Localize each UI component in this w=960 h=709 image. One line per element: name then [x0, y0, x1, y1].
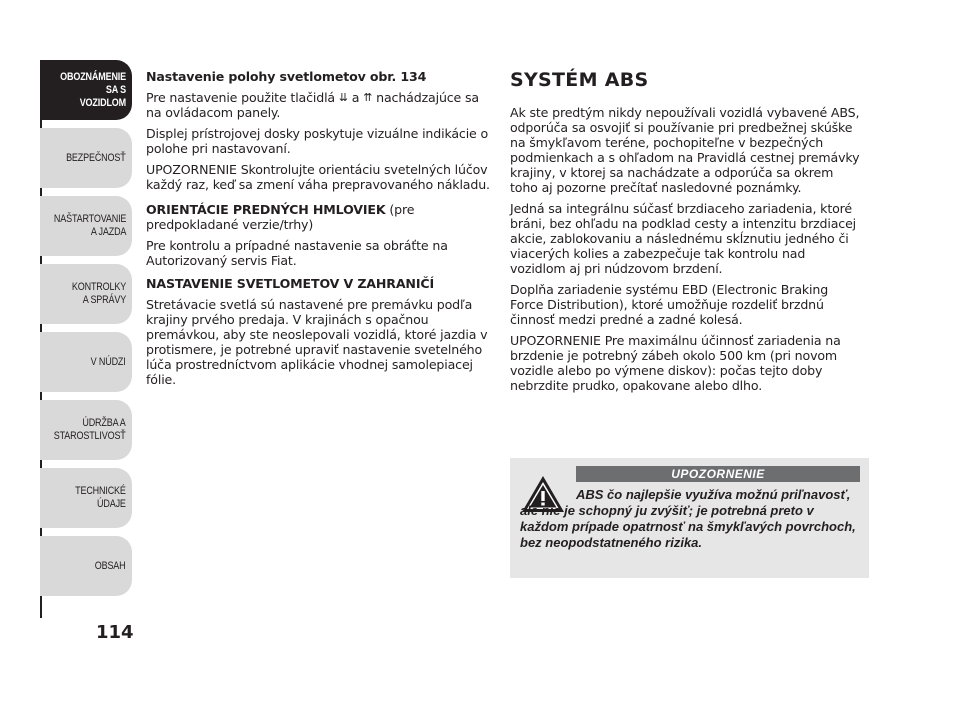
paragraph: Displej prístrojovej dosky poskytuje vizuálne indikácie o polohe pri nastavovaní.: [146, 126, 489, 156]
text: Pre nastavenie použite tlačidlá: [146, 90, 339, 105]
tab-obsah[interactable]: [40, 536, 132, 596]
warning-text: ABS čo najlepšie využíva možnú priľnavosť, ale nie je schopný ju zvýšiť; je potrebná preto v každom prípade opatrnosť na šmykľavých povrchoch, bez neopodstatneného rizika.: [520, 487, 856, 550]
left-column: [146, 69, 494, 393]
section-heading: NASTAVENIE SVETLOMETOV V ZAHRANIČÍ: [146, 276, 434, 291]
paragraph: Ak ste predtým nikdy nepoužívali vozidlá vybavené ABS, odporúča sa osvojiť si používanie pri predbežnej skúške na šmykľavom teréne, pochopiteľne v bezpečných podmienkach a s ohľadom na Pravidlá cestnej premávky krajiny, v ktorej sa nachádzate a odporúča sa okrem toho aj pozorne prečítať nasledovné poznámky.: [510, 105, 860, 195]
paragraph: Stretávacie svetlá sú nastavené pre premávku podľa krajiny prvého predaja. V krajinách s opačnou premávkou, aby ste neoslepovali vozidlá, ktoré jazdia v protismere, je potrebné upraviť nastavenie svetelného lúča prostredníctvom aplikácie vhodnej samolepiacej fólie.: [146, 297, 488, 387]
tab-label: TECHNICKÉ ÚDAJE: [75, 485, 126, 510]
section-heading: ORIENTÁCIE PREDNÝCH HMLOVIEK: [146, 202, 386, 217]
warning-title: UPOZORNENIE: [576, 466, 860, 482]
tab-v-nudzi[interactable]: [40, 332, 132, 392]
headlight-down-icon: ⇊: [338, 91, 348, 104]
paragraph: [146, 202, 494, 232]
paragraph: Pre kontrolu a prípadné nastavenie sa obráťte na Autorizovaný servis Fiat.: [146, 238, 448, 268]
paragraph: Doplňa zariadenie systému EBD (Electronic Braking Force Distribution), ktoré umožňuje rozdeliť brzdnú činnosť medzi predné a zadné kolesá.: [510, 282, 829, 327]
text: (pre predpokladané verzie/trhy): [146, 202, 415, 232]
chapter-sidebar: [40, 60, 132, 604]
tab-kontrolky[interactable]: [40, 264, 132, 324]
text: a: [347, 90, 364, 105]
tab-label: BEZPEČNOSŤ: [66, 151, 126, 164]
tab-udrzba[interactable]: [40, 400, 132, 460]
tab-label: NAŠTARTOVANIE A JAZDA: [53, 213, 126, 238]
tab-label: OBOZNÁMENIE SA S VOZIDLOM: [60, 70, 126, 109]
paragraph: UPOZORNENIE Skontrolujte orientáciu svetelných lúčov každý raz, keď sa zmení váha prepravovaného nákladu.: [146, 162, 490, 192]
text: nachádzajúce sa na ovládacom panely.: [146, 90, 479, 120]
tab-label: V NÚDZI: [91, 355, 126, 368]
paragraph: UPOZORNENIE Pre maximálnu účinnosť zariadenia na brzdenie je potrebný zábeh okolo 500 km (pri novom vozidle alebo po výmene diskov): počas tejto doby nebrzdite prudko, opakovane alebo dlho.: [510, 333, 841, 393]
warning-box: [510, 458, 869, 578]
page-number: 114: [96, 622, 134, 643]
section-heading: Nastavenie polohy svetlometov obr. 134: [146, 69, 427, 84]
tab-technicke-udaje[interactable]: [40, 468, 132, 528]
tab-label: OBSAH: [95, 559, 126, 572]
tab-label: ÚDRŽBA A STAROSTLIVOSŤ: [54, 417, 126, 442]
right-column: [510, 69, 860, 399]
tab-label: KONTROLKY A SPRÁVY: [71, 281, 126, 306]
tab-oboznamenie[interactable]: [40, 60, 132, 120]
tab-nastartovanie[interactable]: [40, 196, 132, 256]
page-title: SYSTÉM ABS: [510, 69, 649, 91]
paragraph: [146, 90, 494, 120]
paragraph: Jedná sa integrálnu súčasť brzdiaceho zariadenia, ktoré bráni, bez ohľadu na podklad cesty a intenzitu brzdiacej akcie, zablokovaniu a následnému skĺznutiu jedného či viacerých kolies a zabezpečuje tak kontrolu nad vozidlom aj pri núdzovom brzdení.: [510, 201, 857, 276]
headlight-up-icon: ⇈: [363, 91, 373, 104]
tab-bezpecnost[interactable]: [40, 128, 132, 188]
